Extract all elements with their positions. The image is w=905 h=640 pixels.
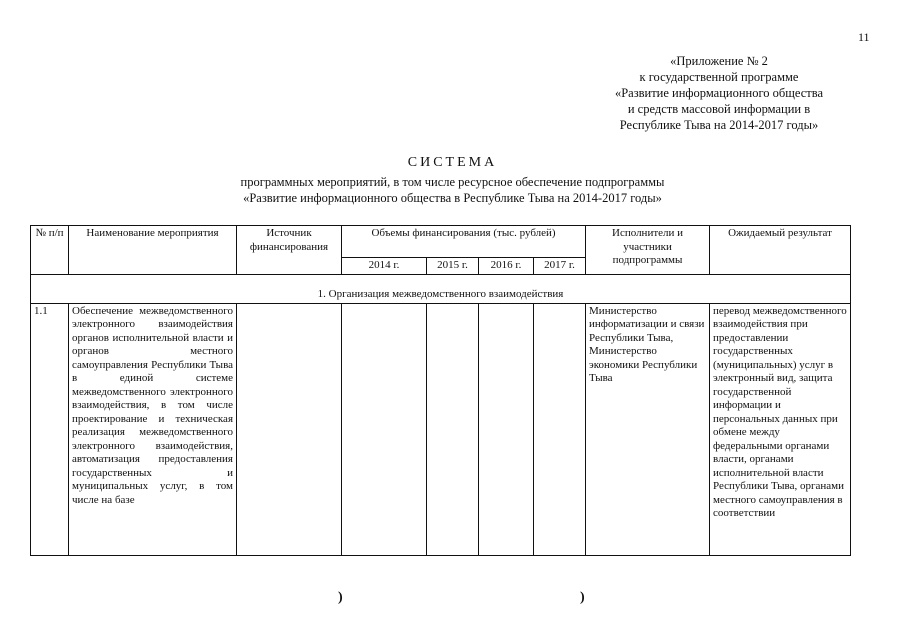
row-name: Обеспечение межведомственного электронного взаимодействия органов исполнительной власти и органов местного самоуправления Республики Тыва в единой системе межведомственного электронного взаимодействия, в том числе проектирование и техническая реализация межведомственного электронного взаимодействия, автоматизация предоставления государственных и муниципальных услуг, в том числе на базе — [69, 303, 237, 555]
appendix-line: Республике Тыва на 2014-2017 годы» — [619, 118, 819, 132]
header-year: 2014 г. — [342, 258, 427, 275]
header-executors: Исполнители и участники подпрограммы — [586, 226, 710, 275]
subtitle-line: «Развитие информационного общества в Республике Тыва на 2014-2017 годы» — [243, 191, 662, 205]
appendix-line: и средств массовой информации в — [627, 102, 811, 116]
header-source: Источник финансирования — [237, 226, 342, 275]
row-year-cell — [534, 303, 586, 555]
header-name: Наименование мероприятия — [69, 226, 237, 275]
appendix-line: «Развитие информационного общества — [614, 86, 824, 100]
program-table — [30, 225, 851, 556]
row-year-cell — [427, 303, 479, 555]
header-year: 2016 г. — [479, 258, 534, 275]
header-year: 2017 г. — [534, 258, 586, 275]
appendix-line: «Приложение № 2 — [670, 54, 768, 68]
row-year-cell — [479, 303, 534, 555]
header-year: 2015 г. — [427, 258, 479, 275]
row-source — [237, 303, 342, 555]
header-num: № п/п — [31, 226, 69, 275]
row-executors: Министерство информатизации и связи Республики Тыва, Министерство экономики Республики Тыва — [586, 303, 710, 555]
header-volume: Объемы финансирования (тыс. рублей) — [342, 226, 586, 258]
row-year-cell — [342, 303, 427, 555]
appendix-line: к государственной программе — [639, 70, 799, 84]
document-subtitle — [0, 174, 905, 206]
appendix-header — [569, 53, 869, 133]
subtitle-line: программных мероприятий, в том числе ресурсное обеспечение подпрограммы — [240, 175, 665, 189]
section-heading: 1. Организация межведомственного взаимодействия — [31, 274, 851, 303]
handwritten-mark: ) — [580, 590, 585, 605]
page-number: 11 — [858, 30, 870, 44]
row-number: 1.1 — [31, 303, 69, 555]
handwritten-mark: ) — [338, 590, 343, 605]
row-result: перевод межведомственного взаимодействия при предоставлении государственных (муниципальных) услуг в электронный вид, защита государственной информации и персональных данных при обмене между федеральными органами власти, органами исполнительной власти Республики Тыва, органами местного самоуправления в соответствии — [710, 303, 851, 555]
document-title: СИСТЕМА — [407, 155, 498, 170]
header-result: Ожидаемый результат — [710, 226, 851, 275]
